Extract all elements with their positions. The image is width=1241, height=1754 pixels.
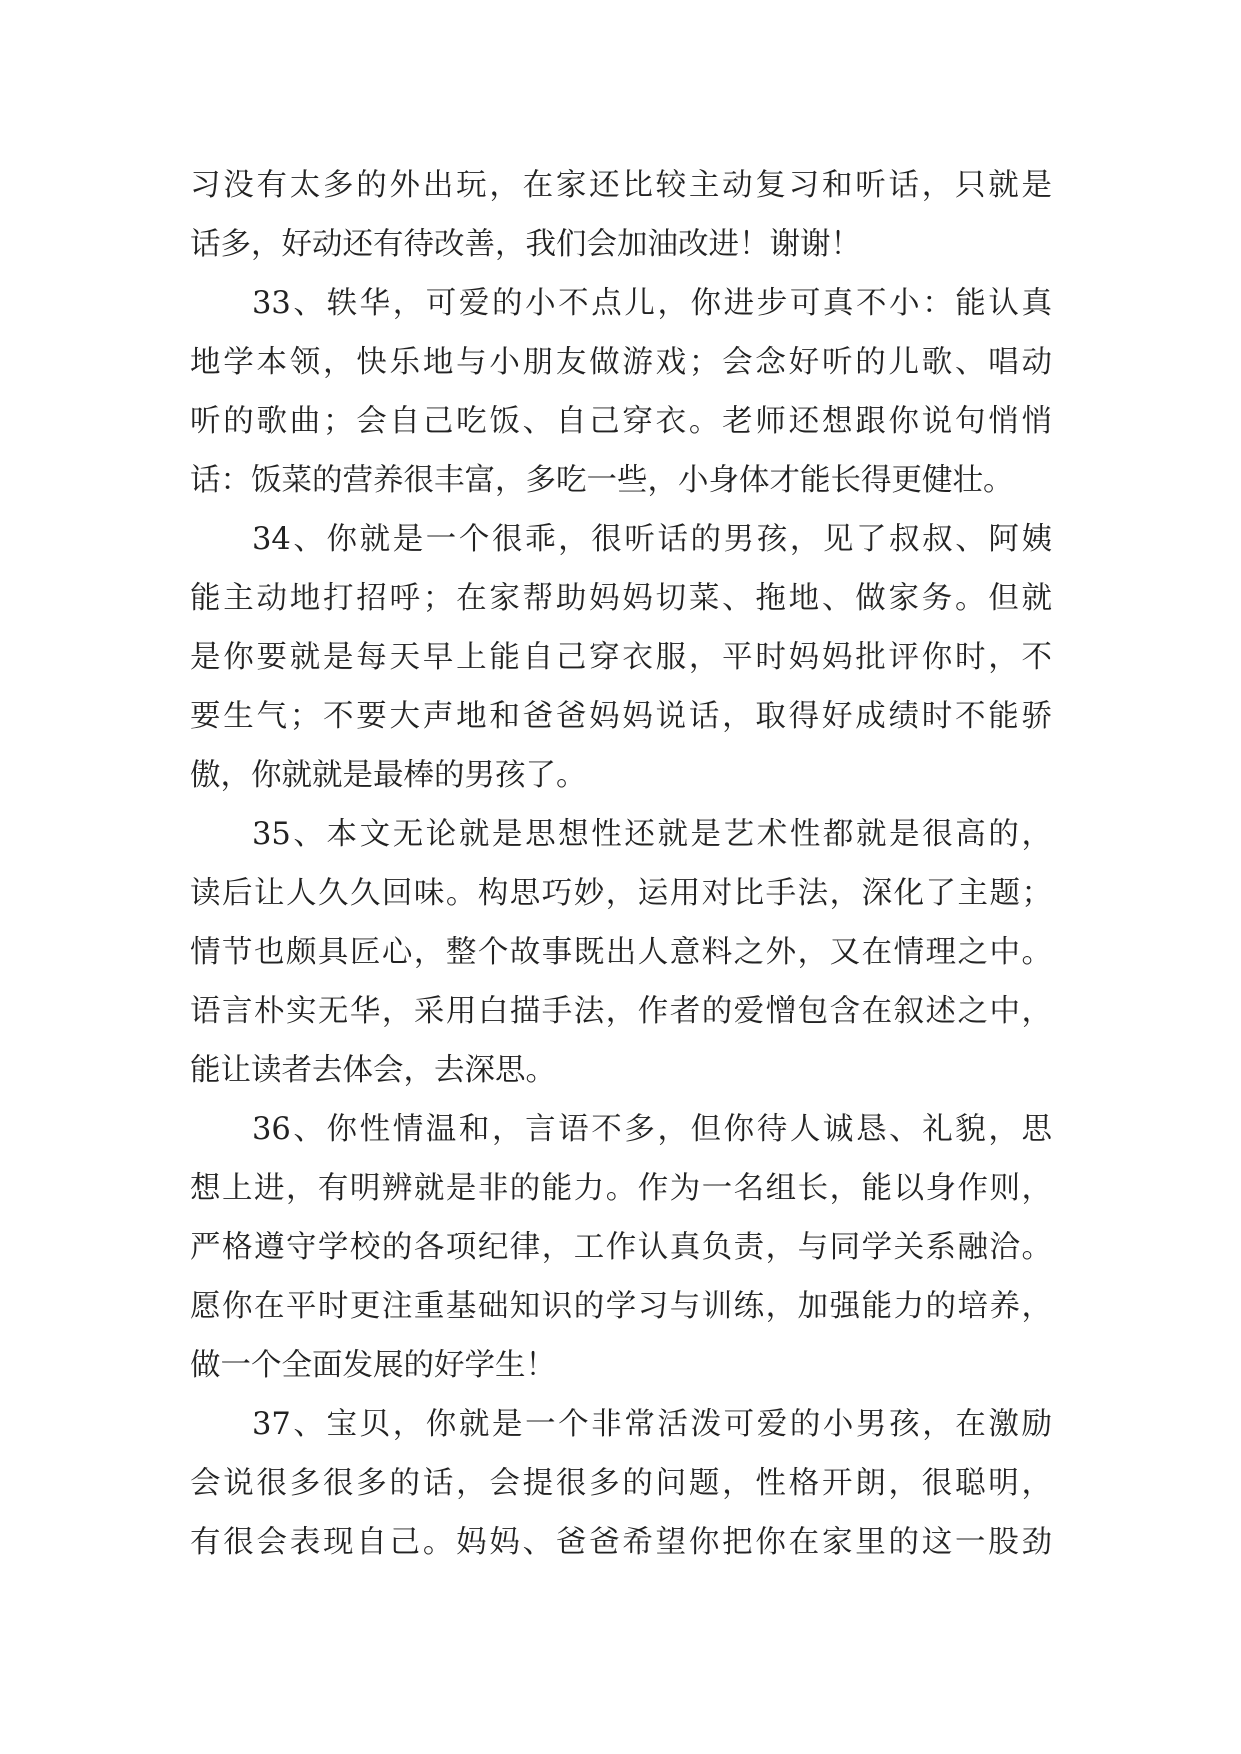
paragraph-start-line: 36、你性情温和，言语不多，但你待人诚恳、礼貌，思 [252,1112,1052,1147]
text-line: 想上进，有明辨就是非的能力。作为一名组长，能以身作则， [190,1171,1052,1206]
text-line: 能主动地打招呼；在家帮助妈妈切菜、拖地、做家务。但就 [190,581,1052,616]
paragraph-start-line: 34、你就是一个很乖，很听话的男孩，见了叔叔、阿姨 [252,522,1052,557]
paragraph-start-line: 37、宝贝，你就是一个非常活泼可爱的小男孩，在激励 [252,1407,1052,1442]
text-line: 是你要就是每天早上能自己穿衣服，平时妈妈批评你时，不 [190,640,1052,675]
paragraph-start-line: 33、轶华，可爱的小不点儿，你进步可真不小：能认真 [252,286,1052,321]
text-line: 严格遵守学校的各项纪律，工作认真负责，与同学关系融洽。 [190,1230,1052,1265]
text-line: 习没有太多的外出玩，在家还比较主动复习和听话，只就是 [190,168,1052,203]
text-line: 语言朴实无华，采用白描手法，作者的爱憎包含在叙述之中， [190,994,1052,1029]
text-line: 傲，你就就是最棒的男孩了。 [190,758,587,793]
text-line: 读后让人久久回味。构思巧妙，运用对比手法，深化了主题； [190,876,1052,911]
document-body [190,156,1052,1572]
text-line: 情节也颇具匠心，整个故事既出人意料之外，又在情理之中。 [190,935,1052,970]
text-line: 话：饭菜的营养很丰富，多吃一些，小身体才能长得更健壮。 [190,463,1014,498]
text-line: 会说很多很多的话，会提很多的问题，性格开朗，很聪明， [190,1466,1052,1501]
text-line: 愿你在平时更注重基础知识的学习与训练，加强能力的培养， [190,1289,1052,1324]
text-line: 听的歌曲；会自己吃饭、自己穿衣。老师还想跟你说句悄悄 [190,404,1052,439]
text-line: 有很会表现自己。妈妈、爸爸希望你把你在家里的这一股劲 [190,1525,1052,1560]
text-line: 要生气；不要大声地和爸爸妈妈说话，取得好成绩时不能骄 [190,699,1052,734]
text-line: 地学本领，快乐地与小朋友做游戏；会念好听的儿歌、唱动 [190,345,1052,380]
paragraph-start-line: 35、本文无论就是思想性还就是艺术性都就是很高的， [252,817,1052,852]
text-line: 话多，好动还有待改善，我们会加油改进！谢谢！ [190,227,861,262]
text-line: 能让读者去体会，去深思。 [190,1053,556,1088]
text-line: 做一个全面发展的好学生！ [190,1348,556,1383]
